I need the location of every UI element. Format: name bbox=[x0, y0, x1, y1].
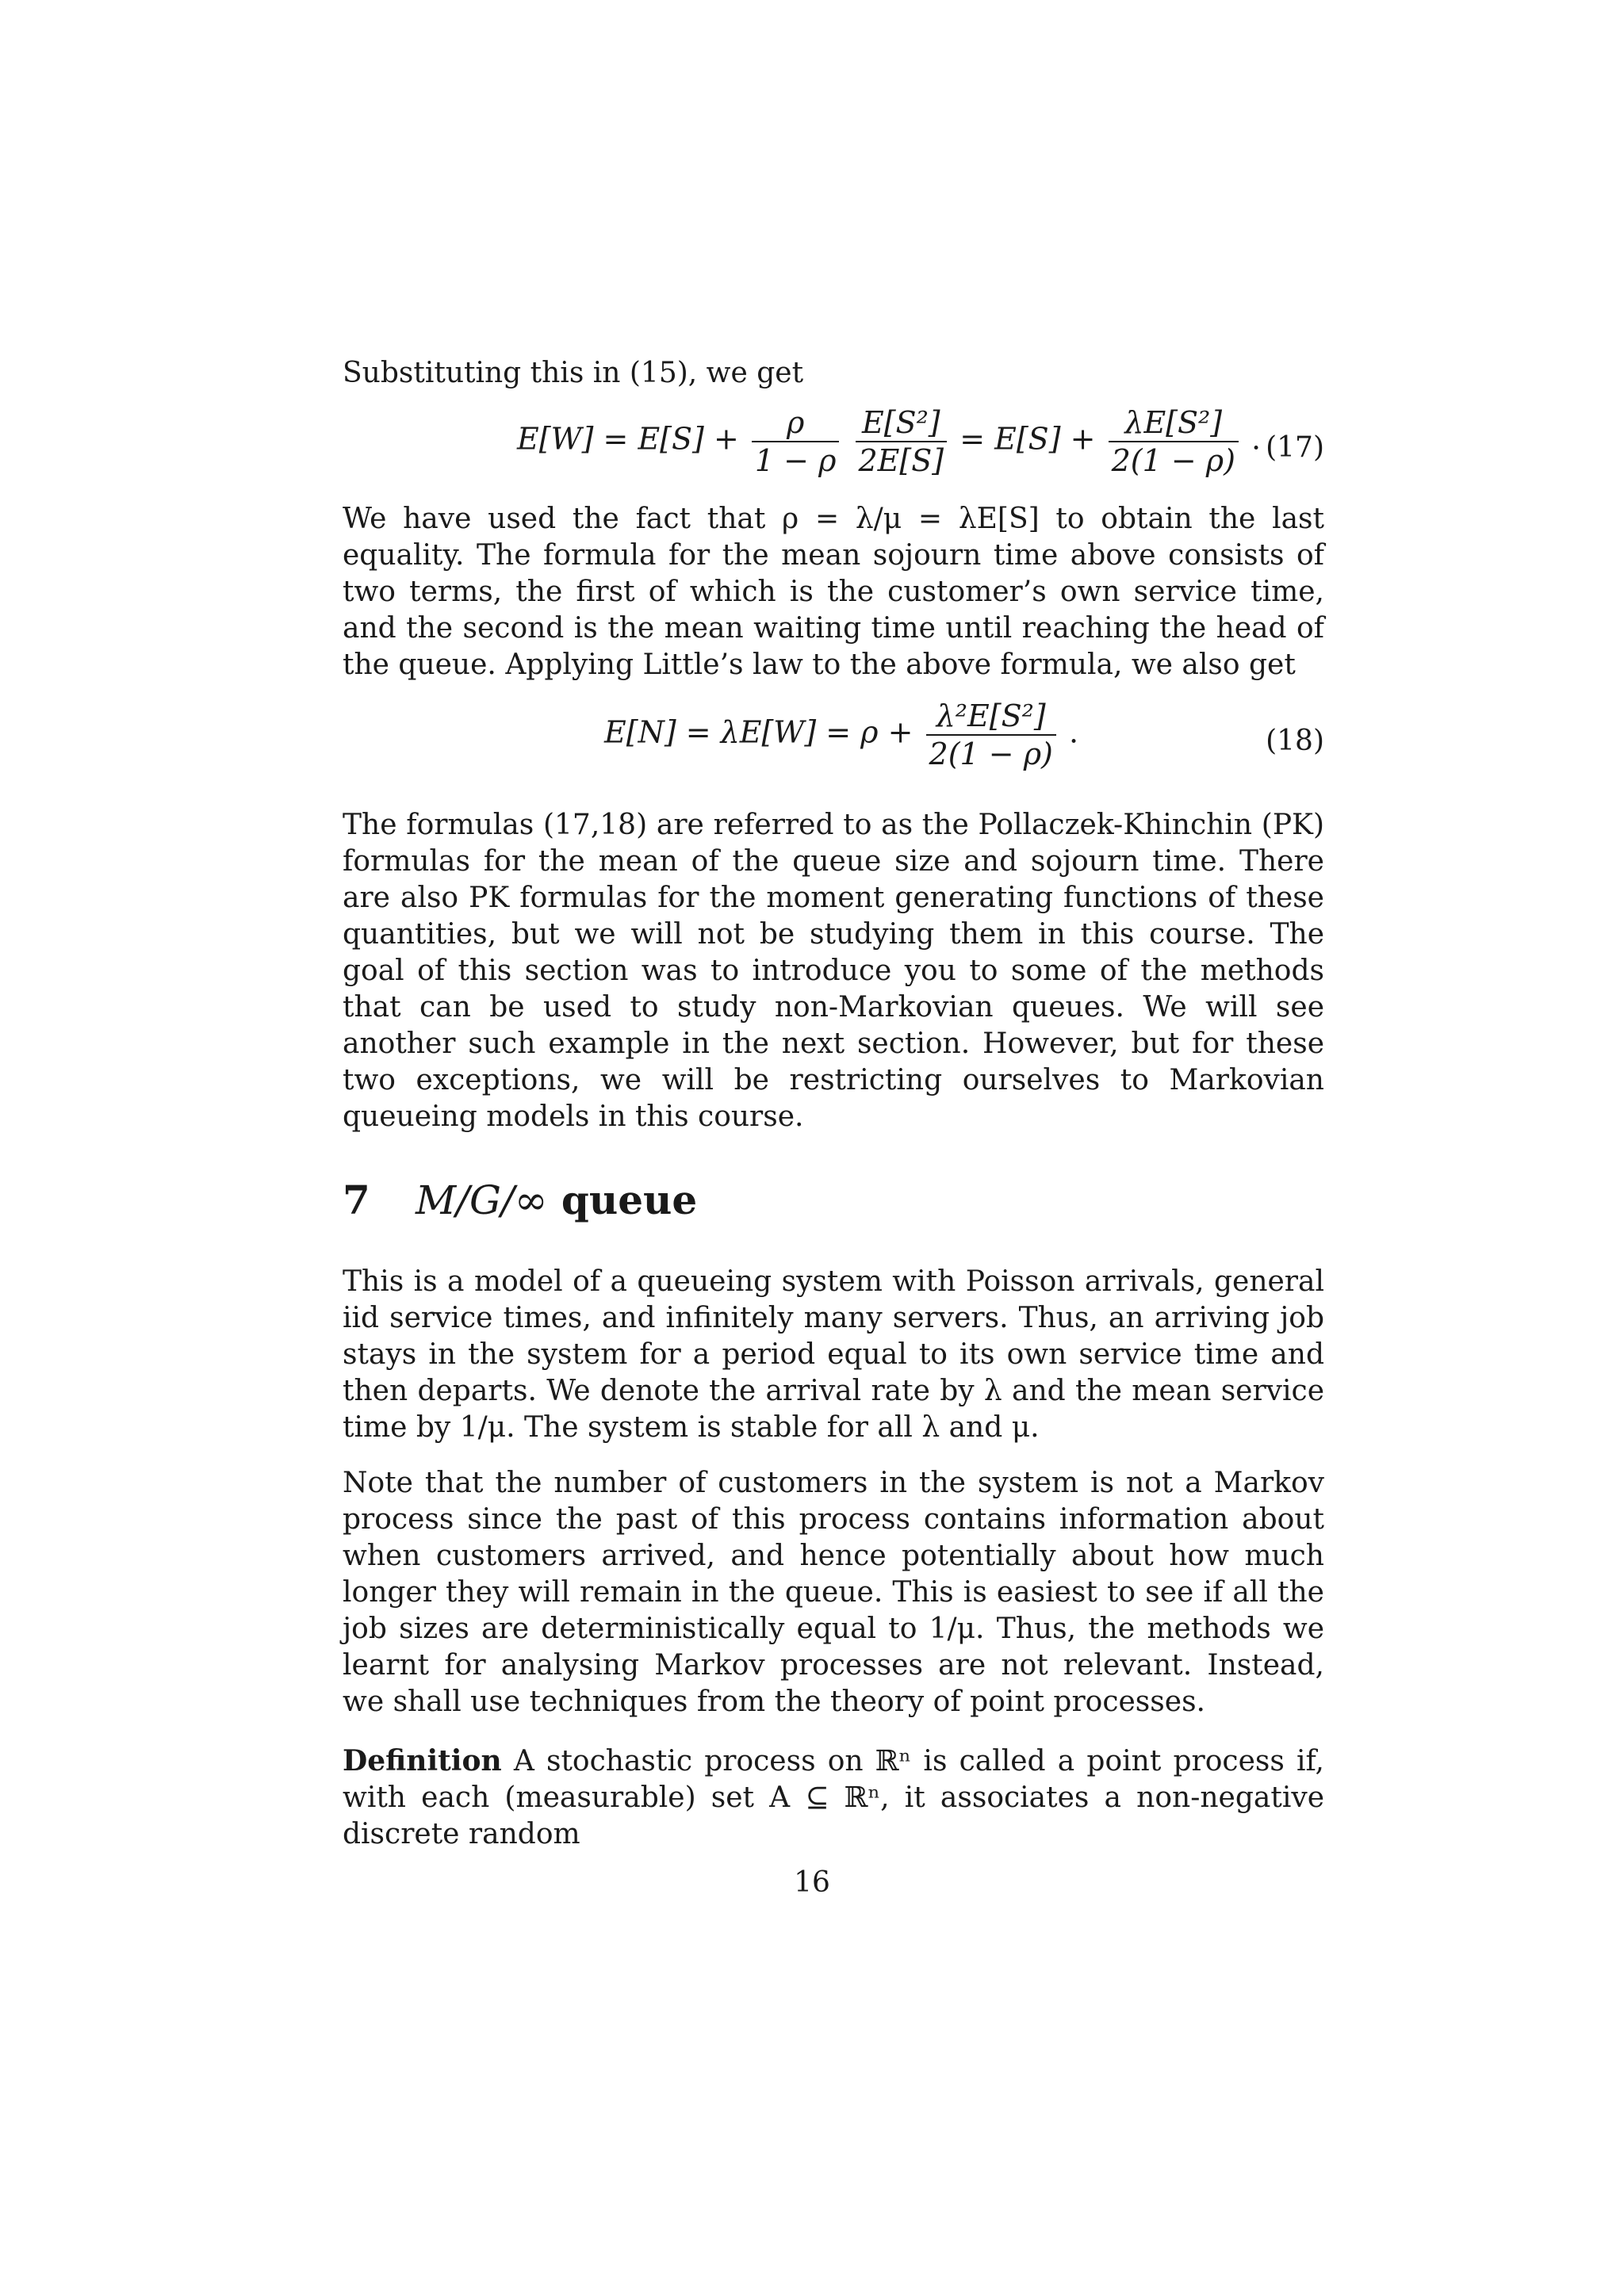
eq18-denominator: 2(1 − ρ) bbox=[929, 737, 1053, 771]
equation-18 bbox=[343, 698, 1324, 793]
section-number: 7 bbox=[343, 1177, 370, 1223]
paragraph-text: We have used the fact that ρ = λ/μ = λE[S] to obtain the last equality. The formula for the mean sojourn time above consists of two terms, the first of which is the customer’s own service time, and the second is the mean waiting time until reaching the head of the queue. Applying Little’s law to the above formula, we also get bbox=[343, 503, 1324, 681]
eq18-end: . bbox=[1068, 714, 1079, 750]
eq17-f3-denominator: 2(1 − ρ) bbox=[1111, 443, 1235, 478]
paragraph-text: The formulas (17,18) are referred to as the Pollaczek-Khinchin (PK) formulas for the mean of the queue size and sojourn time. There are also PK formulas for the moment generating functions of these quantities, but we will not be studying them in this course. The goal of this section was to introduce you to some of the methods that can be used to study non-Markovian queues. We will see another such example in the next section. However, but for these two exceptions, we will be restricting ourselves to Markovian queueing models in this course. bbox=[343, 809, 1324, 1133]
eq17-fraction-1 bbox=[752, 404, 840, 479]
paragraph-definition bbox=[343, 1743, 1324, 1853]
definition-body: A stochastic process on ℝⁿ is called a point process if, with each (measurable) set A ⊆ ℝⁿ, it associates a non-negative discrete random bbox=[343, 1745, 1324, 1850]
paragraph-text: Note that the number of customers in the system is not a Markov process since the past of this process contains information about when customers arrived, and hence potentially about how much longer they will remain in the queue. This is easiest to see if all the job sizes are deterministically equal to 1/μ. Thus, the methods we learnt for analysing Markov processes are not relevant. Instead, we shall use techniques from the theory of point processes. bbox=[343, 1467, 1324, 1718]
paragraph-pk-formulas bbox=[343, 807, 1324, 1135]
paragraph-mean-sojourn bbox=[343, 501, 1324, 683]
eq17-f2-numerator: E[S²] bbox=[856, 404, 948, 442]
definition-term: Definition bbox=[343, 1744, 502, 1777]
eq17-f1-denominator: 1 − ρ bbox=[754, 443, 837, 478]
eq17-fraction-2 bbox=[856, 404, 948, 479]
eq17-number: (17) bbox=[1266, 431, 1324, 464]
eq17-end: . bbox=[1251, 421, 1262, 457]
eq18-lhs: E[N] = λE[W] = ρ + bbox=[604, 714, 914, 750]
paragraph-text: This is a model of a queueing system with Poisson arrivals, general iid service times, and infinitely many servers. Thus, an arriving job stays in the system for a period equal to its own service time and then departs. We denote the arrival rate by λ and the mean service time by 1/μ. The system is stable for all λ and μ. bbox=[343, 1265, 1324, 1444]
equation-17 bbox=[343, 404, 1324, 499]
paragraph-intro bbox=[343, 355, 1324, 392]
paragraph-model-description bbox=[343, 1264, 1324, 1446]
eq17-f3-numerator: λE[S²] bbox=[1109, 404, 1239, 442]
eq18-number: (18) bbox=[1266, 725, 1324, 757]
eq17-f1-numerator: ρ bbox=[752, 404, 840, 442]
section-title: queue bbox=[561, 1177, 698, 1223]
section-math: M/G/∞ bbox=[416, 1177, 548, 1223]
eq17-fraction-3 bbox=[1109, 404, 1239, 479]
eq18-fraction bbox=[926, 698, 1056, 772]
page-number: 16 bbox=[794, 1866, 830, 1899]
equation-18-body bbox=[604, 698, 1078, 772]
paragraph-text: Substituting this in (15), we get bbox=[343, 357, 804, 389]
eq18-numerator: λ²E[S²] bbox=[926, 698, 1056, 736]
eq17-lhs: E[W] = E[S] + bbox=[517, 421, 739, 457]
eq17-f2-denominator: 2E[S] bbox=[858, 443, 944, 478]
equation-17-body bbox=[517, 404, 1261, 479]
paragraph-not-markov bbox=[343, 1465, 1324, 1720]
eq17-middle: = E[S] + bbox=[959, 421, 1096, 457]
section-heading bbox=[343, 1177, 697, 1223]
paragraph-text bbox=[343, 1743, 1324, 1853]
